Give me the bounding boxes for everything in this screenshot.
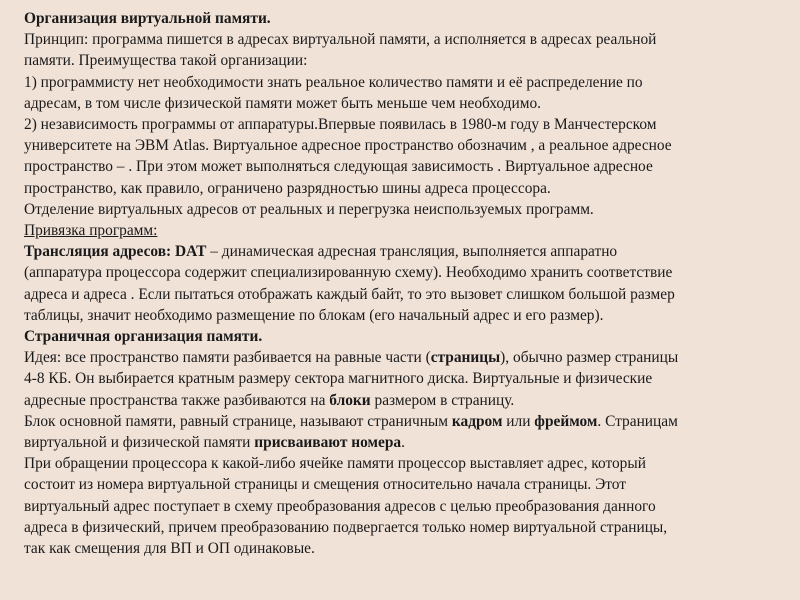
translation-line: таблицы, значит необходимо размещение по блокам (его начальный адрес и его размер). bbox=[24, 306, 604, 324]
idea-line: Идея: все пространство памяти разбивается на равные части (страницы), обычно размер страницы bbox=[24, 349, 679, 367]
idea-line: 4-8 КБ. Он выбирается кратным размеру сектора магнитного диска. Виртуальные и физические bbox=[24, 370, 653, 388]
paging-heading: Страничная организация памяти. bbox=[24, 328, 263, 346]
advantage-2-line: пространство – . При этом может выполняться следующая зависимость . Виртуальное адресное bbox=[24, 158, 653, 176]
numbers-word: присваивают номера bbox=[254, 434, 402, 452]
separation-line: Отделение виртуальных адресов от реальных и перегрузка неиспользуемых программ. bbox=[24, 200, 594, 218]
heading-virtual-memory: Организация виртуальной памяти. bbox=[24, 10, 271, 27]
binding-heading: Привязка программ: bbox=[24, 222, 158, 240]
principle-line: Принцип: программа пишется в адресах виртуальной памяти, а исполняется в адресах реальной bbox=[24, 31, 657, 49]
access-line: виртуальный адрес поступает в схему преобразования адресов с целью преобразования данного bbox=[24, 497, 656, 515]
frame-word-2: фреймом bbox=[534, 412, 598, 430]
pages-word: страницы bbox=[430, 349, 501, 367]
frame-line: виртуальной и физической памяти присваивают номера. bbox=[24, 434, 405, 452]
blocks-word: блоки bbox=[329, 391, 371, 409]
principle-line: памяти. Преимущества такой организации: bbox=[24, 52, 308, 70]
access-line: При обращении процессора к какой-либо ячейке памяти процессор выставляет адрес, который bbox=[24, 455, 646, 473]
advantage-1-line: 1) программисту нет необходимости знать реальное количество памяти и её распределение по bbox=[24, 73, 643, 91]
advantage-2-line: 2) независимость программы от аппаратуры.Впервые появилась в 1980-м году в Манчестерском bbox=[24, 116, 657, 134]
translation-line: Трансляция адресов: DAT – динамическая адресная трансляция, выполняется аппаратно bbox=[24, 243, 618, 261]
access-line: так как смещения для ВП и ОП одинаковые. bbox=[24, 540, 315, 558]
advantage-1-line: адресам, в том числе физической памяти может быть меньше чем необходимо. bbox=[24, 94, 542, 112]
frame-line: Блок основной памяти, равный странице, называют страничным кадром или фреймом. Страницам bbox=[24, 412, 678, 430]
access-line: адреса в физический, причем преобразованию подвергается только номер виртуальной страницы, bbox=[24, 518, 668, 536]
translation-line: (аппаратура процессора содержит специализированную схему). Необходимо хранить соответствие bbox=[24, 264, 673, 282]
translation-label: Трансляция адресов: bbox=[24, 243, 172, 261]
dat-term: DAT bbox=[175, 243, 207, 261]
advantage-2-line: университете на ЭВМ Atlas. Виртуальное адресное пространство обозначим , а реальное адресное bbox=[24, 137, 672, 155]
advantage-2-line: пространство, как правило, ограничено разрядностью шины адреса процессора. bbox=[24, 179, 551, 197]
frame-word: кадром bbox=[451, 412, 503, 430]
idea-line: адресные пространства также разбиваются на блоки размером в страницу. bbox=[24, 391, 515, 409]
translation-line: адреса и адреса . Если пытаться отображать каждый байт, то это вызовет слишком большой размер bbox=[24, 285, 675, 303]
access-line: состоит из номера виртуальной страницы и смещения относительно начала страницы. Этот bbox=[24, 476, 627, 494]
text-body bbox=[24, 8, 788, 559]
